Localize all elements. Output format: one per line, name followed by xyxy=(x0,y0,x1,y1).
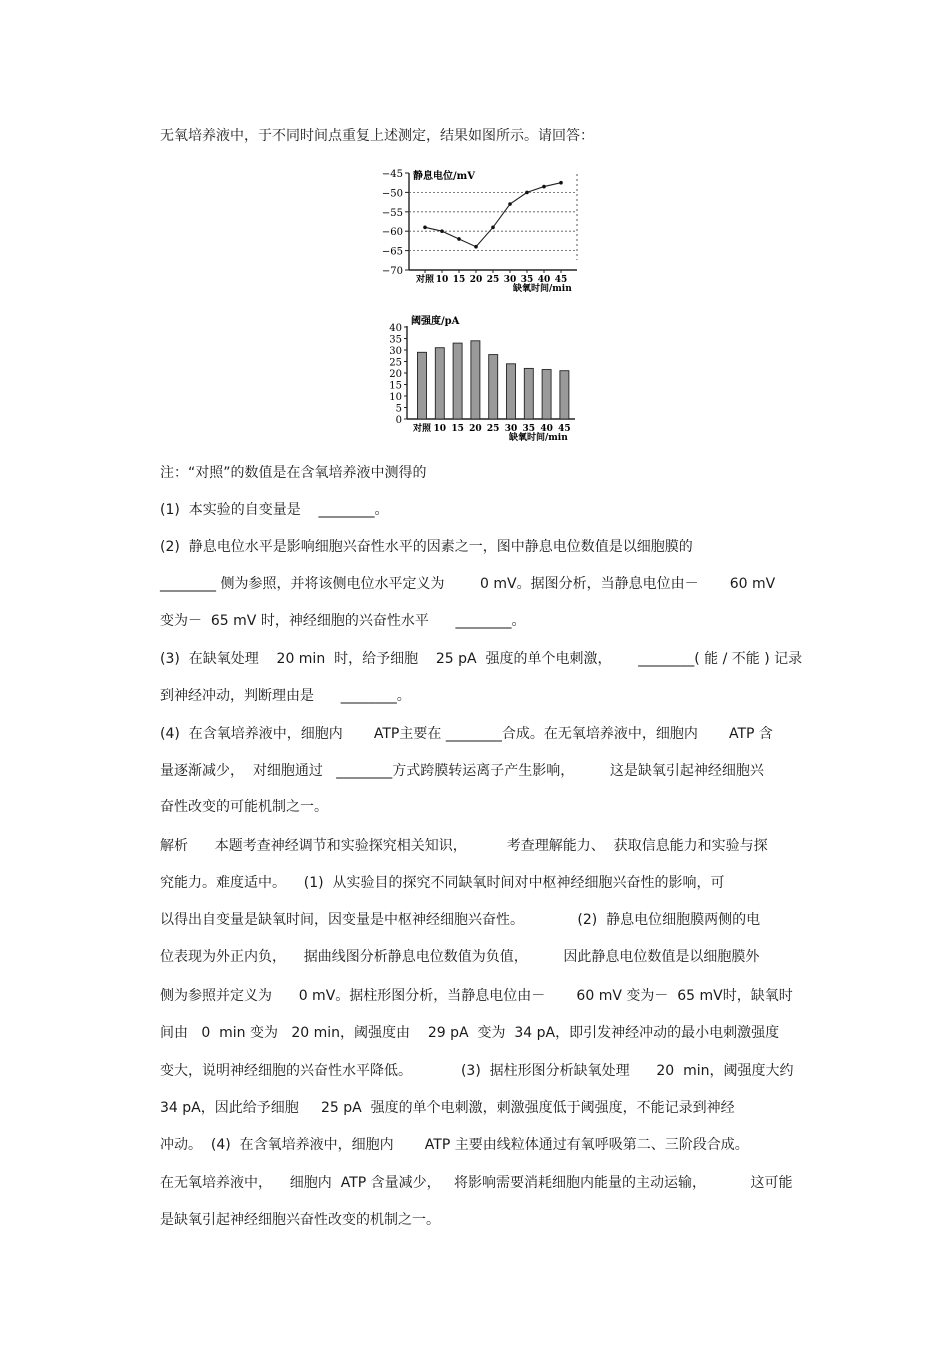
bar-chart-ytick-label: 15 xyxy=(389,380,402,392)
bar-chart-ytick-label: 40 xyxy=(389,323,402,334)
question-2-line-3: 变为－ 65 mV 时，神经细胞的兴奋性水平 ________。 xyxy=(160,613,526,629)
bar-chart-bar xyxy=(435,348,444,419)
analysis-line-1: 解析 本题考查神经调节和实验探究相关知识， 考查理解能力、 获取信息能力和实验与探 xyxy=(160,838,768,854)
question-4-line-3: 奋性改变的可能机制之一。 xyxy=(160,799,328,815)
bar-chart-bar xyxy=(560,371,569,419)
question-2-line-2: ________ 侧为参照，并将该侧电位水平定义为 0 mV。据图分析，当静息电位由－ 60 mV xyxy=(160,576,776,592)
analysis-line-7: 变大，说明神经细胞的兴奋性水平降低。 (3) 据柱形图分析缺氧处理 20 min，阈强度大约 xyxy=(160,1063,794,1079)
bar-chart-bar xyxy=(453,343,462,419)
line-chart-point xyxy=(542,185,546,189)
line-chart-point xyxy=(508,202,512,206)
question-1: (1) 本实验的自变量是 ________。 xyxy=(160,502,389,518)
question-4-line-1: (4) 在含氧培养液中，细胞内 ATP主要在 ________合成。在无氧培养液中，细胞内 ATP 含 xyxy=(160,726,773,742)
line-chart-xtick-label: 30 xyxy=(503,275,517,285)
line-chart-point xyxy=(457,237,461,241)
line-chart-xtick-label: 45 xyxy=(554,275,568,285)
line-chart-xtick-label: 对照 xyxy=(415,275,435,285)
bar-chart-bar xyxy=(418,352,427,419)
bar-chart-bar xyxy=(471,341,480,419)
analysis-line-11: 是缺氧引起神经细胞兴奋性改变的机制之一。 xyxy=(160,1212,440,1228)
question-2-line-1: (2) 静息电位水平是影响细胞兴奋性水平的因素之一，图中静息电位数值是以细胞膜的 xyxy=(160,539,693,555)
line-chart-ytick-label: −55 xyxy=(381,207,403,219)
bar-chart-xtick-label: 15 xyxy=(451,424,464,434)
line-chart-ytick-label: −65 xyxy=(381,246,403,258)
line-chart-point xyxy=(474,245,478,249)
line-chart-xlabel: 缺氧时间/min xyxy=(513,284,572,294)
analysis-line-6: 间由 0 min 变为 20 min，阈强度由 29 pA 变为 34 pA，即引发神经冲动的最小电刺激强度 xyxy=(160,1025,780,1041)
line-chart-ytick-label: −45 xyxy=(381,169,403,180)
bar-chart-bar xyxy=(524,368,533,419)
line-chart-xtick-label: 20 xyxy=(469,275,483,285)
bar-chart-ytick-label: 10 xyxy=(389,392,402,403)
line-chart-ytick-label: −60 xyxy=(381,227,403,239)
bar-chart-bar xyxy=(489,355,498,419)
bar-chart-ytick-label: 5 xyxy=(395,403,402,415)
line-chart-point xyxy=(559,181,563,185)
bar-chart-xtick-label: 35 xyxy=(522,424,536,434)
bar-chart-xtick-label: 20 xyxy=(469,424,482,434)
analysis-line-5: 侧为参照并定义为 0 mV。据柱形图分析，当静息电位由－ 60 mV 变为－ 65 mV时，缺氧时 xyxy=(160,988,793,1004)
line-chart-xtick-label: 10 xyxy=(435,275,449,285)
line-chart-ylabel: 静息电位/mV xyxy=(413,171,475,182)
note-text: 注：“对照”的数值是在含氧培养液中测得的 xyxy=(160,465,427,481)
bar-chart-ytick-label: 25 xyxy=(389,357,402,369)
bar-chart-xtick-label: 25 xyxy=(486,424,500,434)
question-3-line-2: 到神经冲动，判断理由是 ________。 xyxy=(160,688,411,704)
bar-chart-xtick-label: 45 xyxy=(558,424,571,434)
line-chart-point xyxy=(525,191,529,195)
line-chart-xtick-label: 40 xyxy=(537,275,551,285)
analysis-line-8: 34 pA，因此给予细胞 25 pA 强度的单个电刺激，刺激强度低于阈强度，不能记录到神经 xyxy=(160,1100,735,1116)
resting-potential-line-chart xyxy=(355,160,605,300)
bar-chart-ytick-label: 0 xyxy=(395,415,402,426)
analysis-line-4: 位表现为外正内负， 据曲线图分析静息电位数值为负值， 因此静息电位数值是以细胞膜外 xyxy=(160,949,760,965)
threshold-bar-chart xyxy=(375,308,595,448)
question-3-line-1: (3) 在缺氧处理 20 min 时，给予细胞 25 pA 强度的单个电刺激， ________( 能 / 不能 ) 记录 xyxy=(160,651,803,667)
line-chart-point xyxy=(440,229,444,233)
bar-chart-ylabel: 阈强度/pA xyxy=(411,316,460,327)
bar-chart-ytick-label: 20 xyxy=(389,369,402,380)
bar-chart-ytick-label: 30 xyxy=(389,346,402,357)
line-chart-ytick-label: −50 xyxy=(381,188,403,200)
line-chart-point xyxy=(491,226,495,230)
analysis-line-10: 在无氧培养液中， 细胞内 ATP 含量减少， 将影响需要消耗细胞内能量的主动运输， 这可能 xyxy=(160,1175,793,1191)
analysis-line-2: 究能力。难度适中。 (1) 从实验目的探究不同缺氧时间对中枢神经细胞兴奋性的影响，可 xyxy=(160,875,725,891)
bar-chart-bar xyxy=(542,370,551,419)
analysis-line-9: 冲动。 (4) 在含氧培养液中，细胞内 ATP 主要由线粒体通过有氧呼吸第二、三阶段合成。 xyxy=(160,1137,749,1153)
line-chart-xtick-label: 15 xyxy=(452,275,466,285)
bar-chart-xlabel: 缺氧时间/min xyxy=(509,433,568,443)
question-4-line-2: 量逐渐减少， 对细胞通过 ________方式跨膜转运离子产生影响， 这是缺氧引起神经细胞兴 xyxy=(160,763,764,779)
bar-chart-ytick-label: 35 xyxy=(389,334,402,346)
line-chart-xtick-label: 35 xyxy=(520,275,534,285)
bar-chart-xtick-label: 40 xyxy=(540,424,553,434)
bar-chart-xtick-label: 10 xyxy=(433,424,447,434)
analysis-line-3: 以得出自变量是缺氧时间，因变量是中枢神经细胞兴奋性。 (2) 静息电位细胞膜两侧的电 xyxy=(160,912,761,928)
bar-chart-xtick-label: 对照 xyxy=(412,424,432,434)
intro-text: 无氧培养液中，于不同时间点重复上述测定，结果如图所示。请回答： xyxy=(160,128,594,144)
bar-chart-xtick-label: 30 xyxy=(504,424,518,434)
line-chart-point xyxy=(423,226,427,230)
line-chart-xtick-label: 25 xyxy=(486,275,500,285)
bar-chart-bar xyxy=(507,364,516,419)
line-chart-ytick-label: −70 xyxy=(381,266,403,277)
